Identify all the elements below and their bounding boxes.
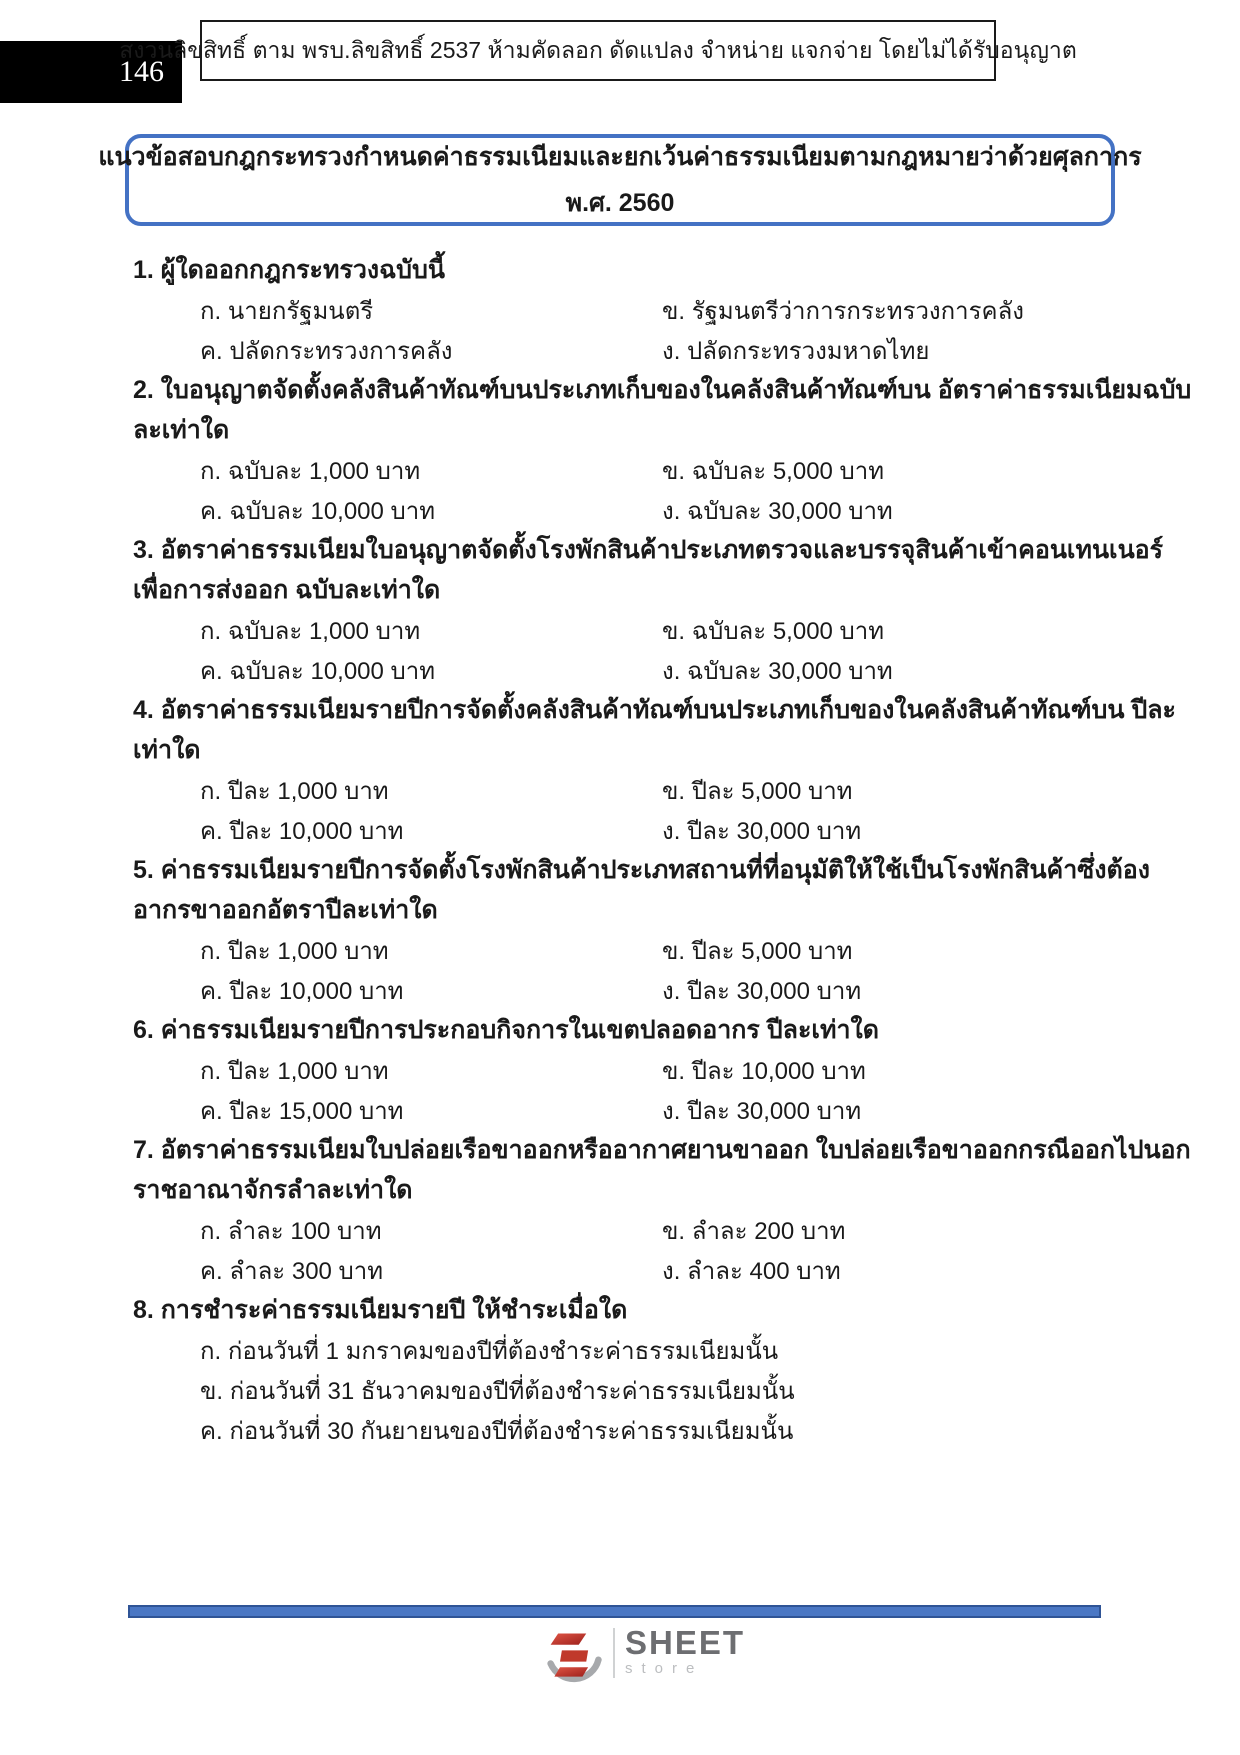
option-a: ก. ฉบับละ 1,000 บาท: [200, 457, 421, 485]
option-a: ก. นายกรัฐมนตรี: [200, 297, 374, 325]
options: [133, 450, 1118, 530]
option-b: ข. ปีละ 5,000 บาท: [662, 937, 853, 965]
option-c: ค. ปีละ 10,000 บาท: [200, 977, 404, 1005]
options: [133, 930, 1118, 1010]
options: [133, 770, 1118, 850]
logo-brand-sub: store: [625, 1660, 704, 1677]
options: [133, 1210, 1118, 1290]
question-1: [133, 250, 1118, 370]
option-c: ค. ปีละ 15,000 บาท: [200, 1097, 404, 1125]
question-text-line2: เพื่อการส่งออก ฉบับละเท่าใด: [133, 576, 441, 604]
logo-brand: SHEET: [625, 1624, 746, 1661]
question-list: [133, 250, 1192, 1450]
question-text: 5. ค่าธรรมเนียมรายปีการจัดตั้งโรงพักสินค้าประเภทสถานที่ที่อนุมัติให้ใช้เป็นโรงพักสินค้าซึ่งต้อง: [133, 856, 1150, 884]
question-text: 1. ผู้ใดออกกฎกระทรวงฉบับนี้: [133, 256, 445, 284]
question-7: [133, 1130, 1191, 1290]
option-b: ข. รัฐมนตรีว่าการกระทรวงการคลัง: [662, 297, 1025, 325]
question-text: 7. อัตราค่าธรรมเนียมใบปล่อยเรือขาออกหรืออากาศยานขาออก ใบปล่อยเรือขาออกกรณีออกไปนอก: [133, 1136, 1191, 1164]
exam-title-line2: พ.ศ. 2560: [565, 189, 675, 217]
question-3: [133, 530, 1164, 690]
options: [133, 1050, 1118, 1130]
option-c: ค. ฉบับละ 10,000 บาท: [200, 497, 436, 525]
question-text-line2: เท่าใด: [133, 736, 201, 764]
question-8: [133, 1290, 1118, 1450]
option-a: ก. ก่อนวันที่ 1 มกราคมของปีที่ต้องชำระค่าธรรมเนียมนั้น: [200, 1337, 779, 1365]
question-5: [133, 850, 1150, 1010]
option-a: ก. ฉบับละ 1,000 บาท: [200, 617, 421, 645]
option-d: ง. ปีละ 30,000 บาท: [662, 977, 862, 1005]
options: [133, 1330, 1118, 1450]
option-d: ง. ฉบับละ 30,000 บาท: [662, 657, 893, 685]
sheet-store-s-icon: [545, 1626, 605, 1686]
option-d: ง. ลำละ 400 บาท: [662, 1257, 841, 1285]
logo-text: [625, 1626, 745, 1678]
question-6: [133, 1010, 1118, 1130]
footer-divider-bar: [128, 1605, 1101, 1618]
question-4: [133, 690, 1176, 850]
option-b: ข. ก่อนวันที่ 31 ธันวาคมของปีที่ต้องชำระค่าธรรมเนียมนั้น: [200, 1377, 795, 1405]
option-c: ค. ปลัดกระทรวงการคลัง: [200, 337, 453, 365]
option-c: ค. ปีละ 10,000 บาท: [200, 817, 404, 845]
option-d: ง. ปลัดกระทรวงมหาดไทย: [662, 337, 930, 365]
question-text-line2: อากรขาออกอัตราปีละเท่าใด: [133, 896, 438, 924]
question-text: 2. ใบอนุญาตจัดตั้งคลังสินค้าทัณฑ์บนประเภทเก็บของในคลังสินค้าทัณฑ์บน อัตราค่าธรรมเนียมฉบับ: [133, 376, 1192, 404]
exam-title-box: [98, 134, 1142, 226]
sheet-store-logo: [545, 1626, 745, 1686]
exam-title-line1: แนวข้อสอบกฎกระทรวงกำหนดค่าธรรมเนียมและยกเว้นค่าธรรมเนียมตามกฎหมายว่าด้วยศุลกากร: [98, 143, 1142, 171]
options: [133, 290, 1118, 370]
option-b: ข. ฉบับละ 5,000 บาท: [662, 457, 885, 485]
option-b: ข. ฉบับละ 5,000 บาท: [662, 617, 885, 645]
option-d: ง. ปีละ 30,000 บาท: [662, 1097, 862, 1125]
option-a: ก. ปีละ 1,000 บาท: [200, 777, 389, 805]
question-text: 3. อัตราค่าธรรมเนียมใบอนุญาตจัดตั้งโรงพักสินค้าประเภทตรวจและบรรจุสินค้าเข้าคอนเทนเนอร์: [133, 536, 1164, 564]
option-a: ก. ปีละ 1,000 บาท: [200, 1057, 389, 1085]
option-d: ง. ฉบับละ 30,000 บาท: [662, 497, 893, 525]
option-c: ค. ฉบับละ 10,000 บาท: [200, 657, 436, 685]
logo-divider: [613, 1628, 615, 1678]
question-2: [133, 370, 1192, 530]
question-text-line2: ละเท่าใด: [133, 416, 230, 444]
question-text: 4. อัตราค่าธรรมเนียมรายปีการจัดตั้งคลังสินค้าทัณฑ์บนประเภทเก็บของในคลังสินค้าทัณฑ์บน ปีละ: [133, 696, 1176, 724]
copyright-text: สงวนลิขสิทธิ์ ตาม พรบ.ลิขสิทธิ์ 2537 ห้ามคัดลอก ดัดแปลง จำหน่าย แจกจ่าย โดยไม่ได้รับอนุญาต: [119, 36, 1077, 63]
option-c: ค. ลำละ 300 บาท: [200, 1257, 384, 1285]
option-b: ข. ปีละ 10,000 บาท: [662, 1057, 866, 1085]
question-text: 6. ค่าธรรมเนียมรายปีการประกอบกิจการในเขตปลอดอากร ปีละเท่าใด: [133, 1016, 879, 1044]
question-text: 8. การชำระค่าธรรมเนียมรายปี ให้ชำระเมื่อใด: [133, 1296, 628, 1324]
option-a: ก. ลำละ 100 บาท: [200, 1217, 382, 1245]
question-text-line2: ราชอาณาจักรลำละเท่าใด: [133, 1176, 413, 1204]
option-b: ข. ปีละ 5,000 บาท: [662, 777, 853, 805]
page-number: 146: [119, 55, 164, 88]
option-c: ค. ก่อนวันที่ 30 กันยายนของปีที่ต้องชำระค่าธรรมเนียมนั้น: [200, 1417, 794, 1445]
option-d: ง. ปีละ 30,000 บาท: [662, 817, 862, 845]
option-b: ข. ลำละ 200 บาท: [662, 1217, 846, 1245]
option-a: ก. ปีละ 1,000 บาท: [200, 937, 389, 965]
options: [133, 610, 1118, 690]
